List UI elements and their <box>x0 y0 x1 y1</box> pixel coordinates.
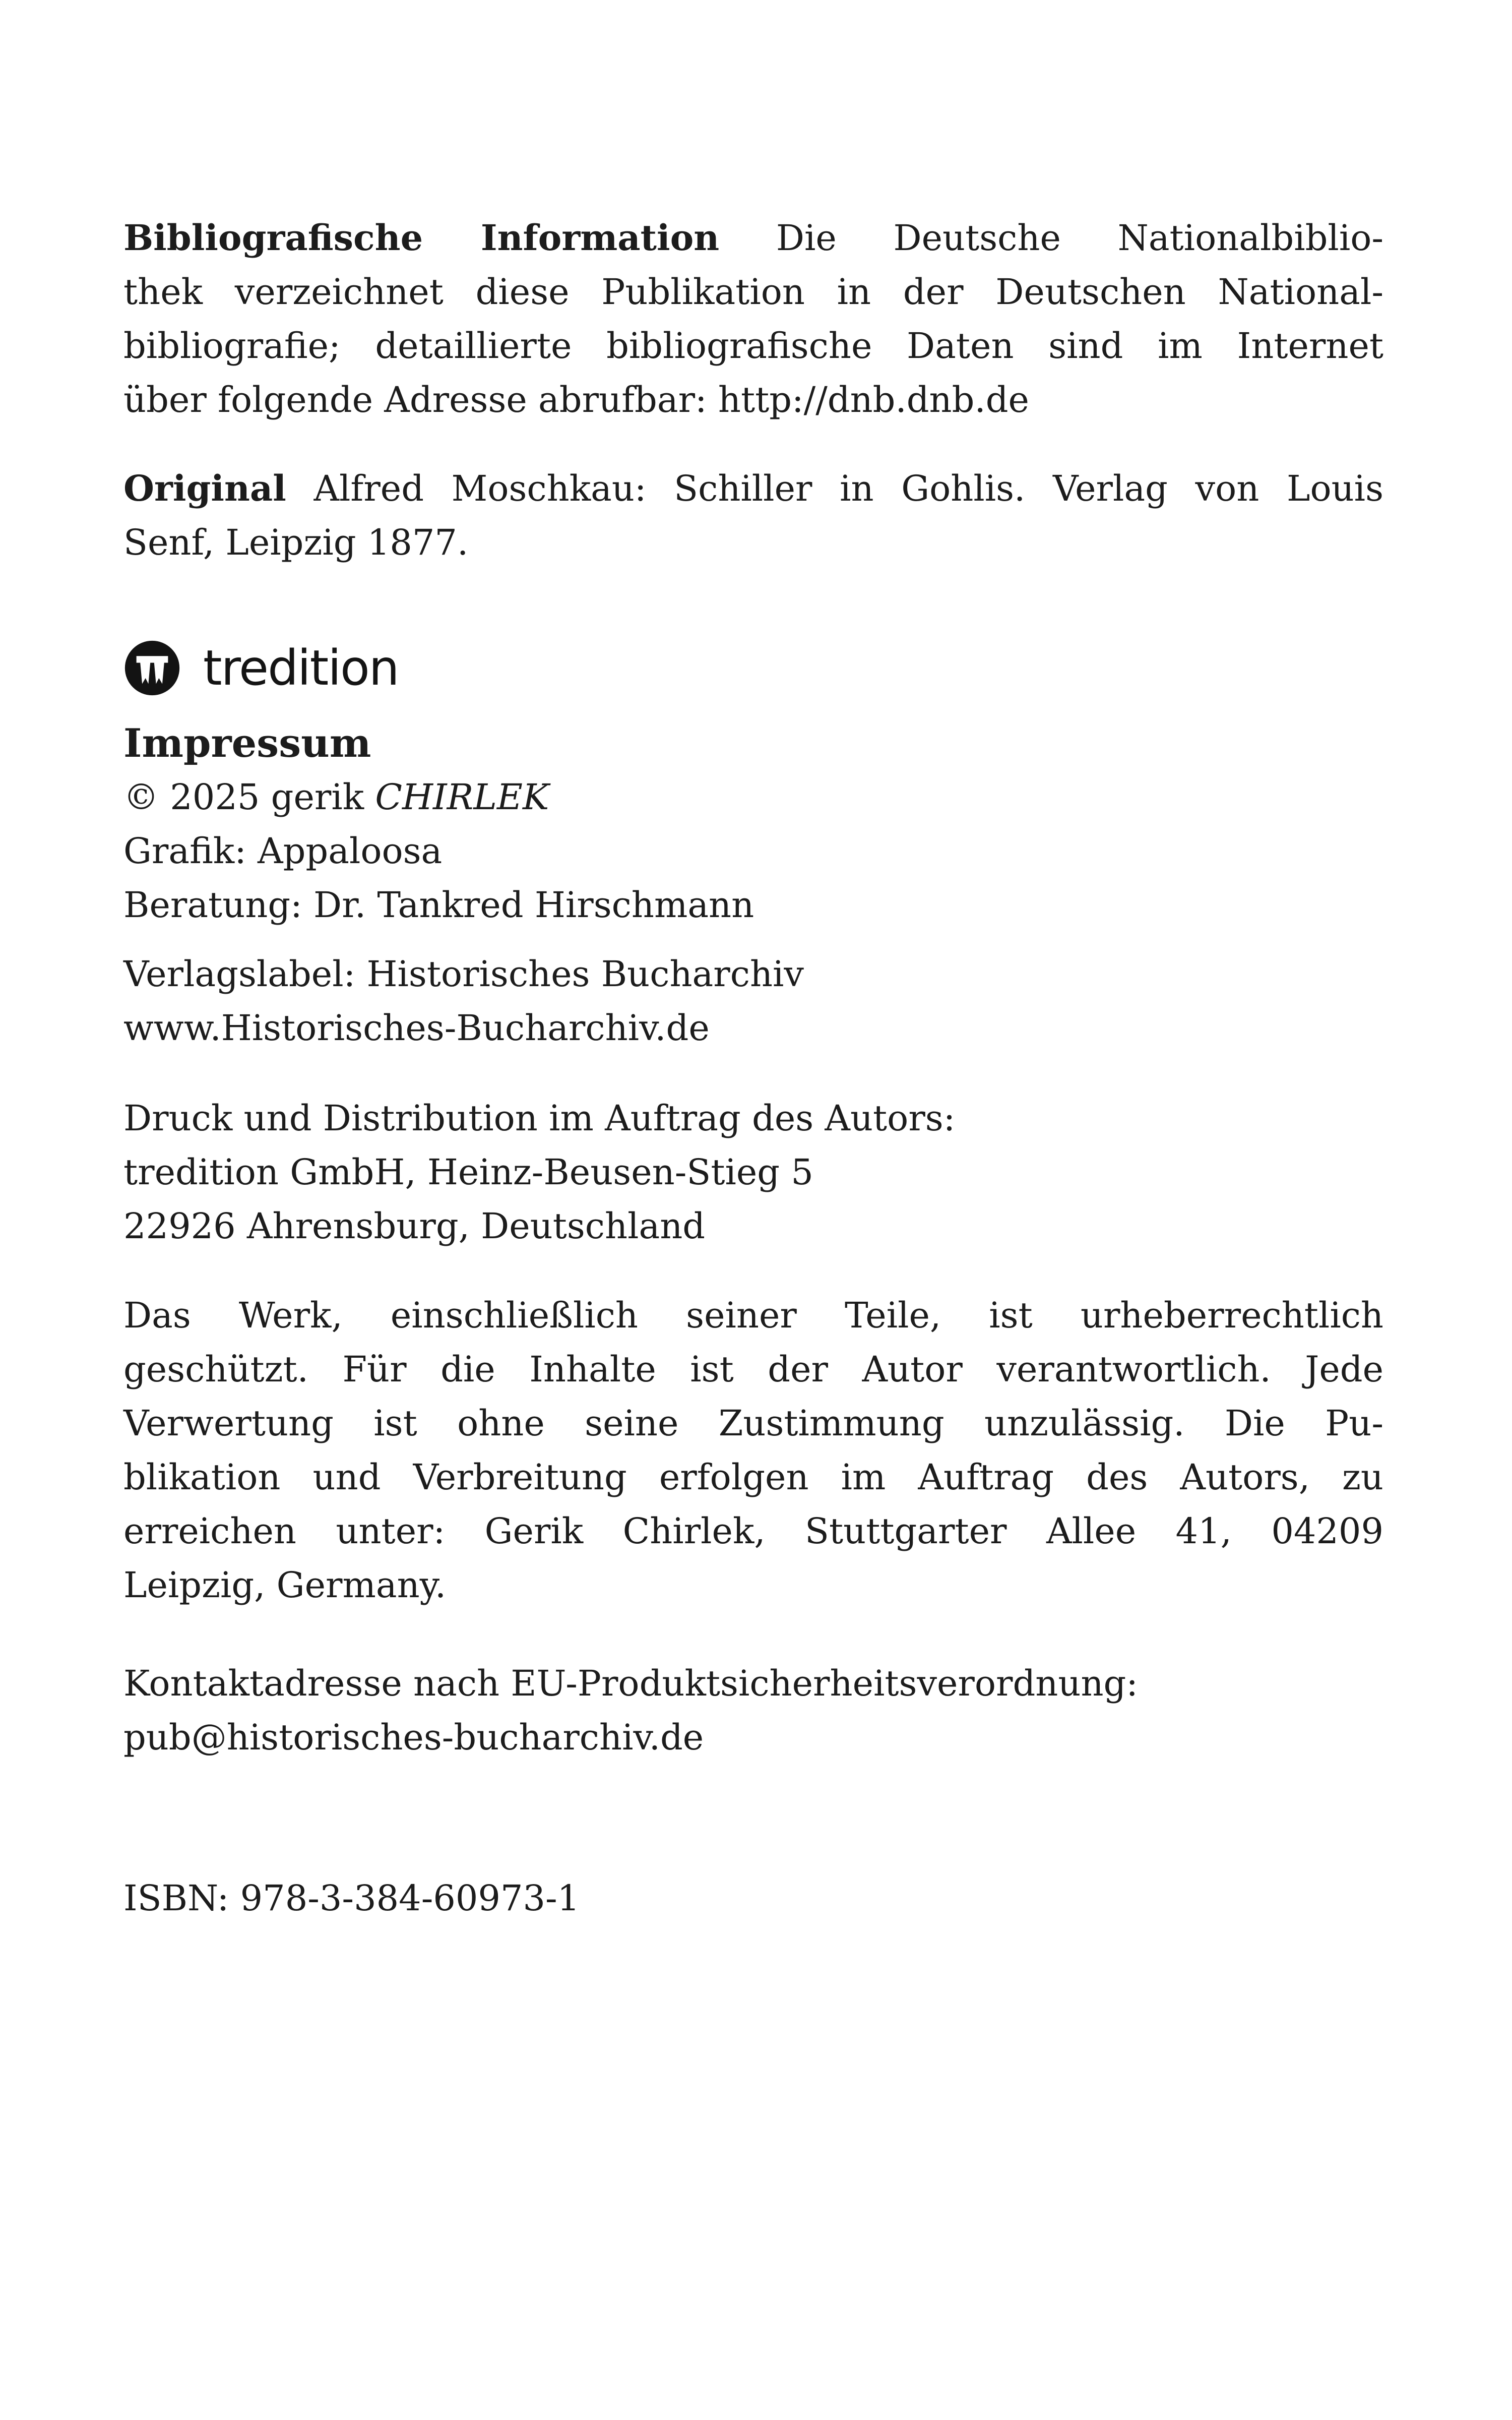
text-run: www.Historisches-Bucharchiv.de <box>123 1007 710 1049</box>
text-run: Grafik: Appaloosa <box>123 830 443 872</box>
text-run: über folgende Adresse abrufbar: http://dnb.dnb.de <box>123 379 1029 420</box>
text-run: Original <box>123 467 286 509</box>
text-run: Kontaktadresse nach EU-Produktsicherheitsverordnung: <box>123 1663 1138 1704</box>
text-line <box>123 1657 1383 1711</box>
text-line <box>123 1450 1383 1504</box>
text-line <box>123 1504 1383 1558</box>
text-line <box>123 1145 1383 1199</box>
text-run: Alfred Moschkau: Schiller in Gohlis. Verlag von Louis <box>286 468 1383 509</box>
text-line <box>123 1343 1383 1397</box>
publisher-wordmark: tredition <box>203 640 399 696</box>
text-line <box>123 1397 1383 1450</box>
publisher-logo-row <box>123 638 1383 698</box>
text-run: thek verzeichnet diese Publikation in der Deutschen National- <box>123 271 1383 313</box>
original-note <box>123 461 1383 570</box>
text-run: bibliografie; detaillierte bibliografische Daten sind im Internet <box>123 325 1383 367</box>
text-line <box>123 947 1383 1001</box>
text-line <box>123 211 1383 265</box>
text-line <box>123 265 1383 319</box>
text-run: tredition GmbH, Heinz-Beusen-Stieg 5 <box>123 1152 813 1193</box>
text-run: blikation und Verbreitung erfolgen im Auftrag des Autors, zu <box>123 1457 1383 1498</box>
text-run: 22926 Ahrensburg, Deutschland <box>123 1205 706 1247</box>
isbn-line <box>123 1871 1383 1925</box>
text-line <box>123 373 1383 427</box>
text-line <box>123 516 1383 570</box>
bibliographic-note <box>123 211 1383 427</box>
copyright-block <box>123 770 1383 932</box>
text-run: Die Deutsche Nationalbiblio- <box>719 217 1383 259</box>
rights-notice <box>123 1289 1383 1612</box>
druck-distribution-block <box>123 1092 1383 1253</box>
verlagslabel-block <box>123 947 1383 1055</box>
text-run: pub@historisches-bucharchiv.de <box>123 1717 704 1758</box>
tredition-logo-icon <box>123 639 181 697</box>
text-run: CHIRLEK <box>375 776 549 818</box>
text-run: Verwertung ist ohne seine Zustimmung unzulässig. Die Pu- <box>123 1403 1383 1444</box>
text-line <box>123 461 1383 516</box>
text-line <box>123 1001 1383 1055</box>
text-line <box>123 770 1383 824</box>
text-run: Verlagslabel: Historisches Bucharchiv <box>123 953 804 995</box>
kontakt-block <box>123 1657 1383 1765</box>
text-line <box>123 319 1383 373</box>
text-line <box>123 878 1383 932</box>
text-run: Das Werk, einschließlich seiner Teile, ist urheberrechtlich <box>123 1295 1383 1336</box>
text-run: ISBN: 978-3-384-60973-1 <box>123 1878 580 1919</box>
text-line <box>123 1092 1383 1145</box>
impressum-heading: Impressum <box>123 720 371 766</box>
text-line <box>123 1289 1383 1343</box>
text-run: geschützt. Für die Inhalte ist der Autor verantwortlich. Jede <box>123 1349 1383 1390</box>
text-line <box>123 1711 1383 1765</box>
text-run: Senf, Leipzig 1877. <box>123 522 469 563</box>
text-line <box>123 1199 1383 1253</box>
text-run: Beratung: Dr. Tankred Hirschmann <box>123 884 754 926</box>
text-line <box>123 1871 1383 1925</box>
text-line <box>123 1558 1383 1612</box>
text-run: erreichen unter: Gerik Chirlek, Stuttgarter Allee 41, 04209 <box>123 1510 1383 1552</box>
text-run: Leipzig, Germany. <box>123 1564 447 1606</box>
text-run: Druck und Distribution im Auftrag des Autors: <box>123 1098 956 1139</box>
text-run: Bibliografische Information <box>123 217 720 259</box>
text-run: © 2025 gerik <box>123 776 375 818</box>
text-line <box>123 824 1383 878</box>
